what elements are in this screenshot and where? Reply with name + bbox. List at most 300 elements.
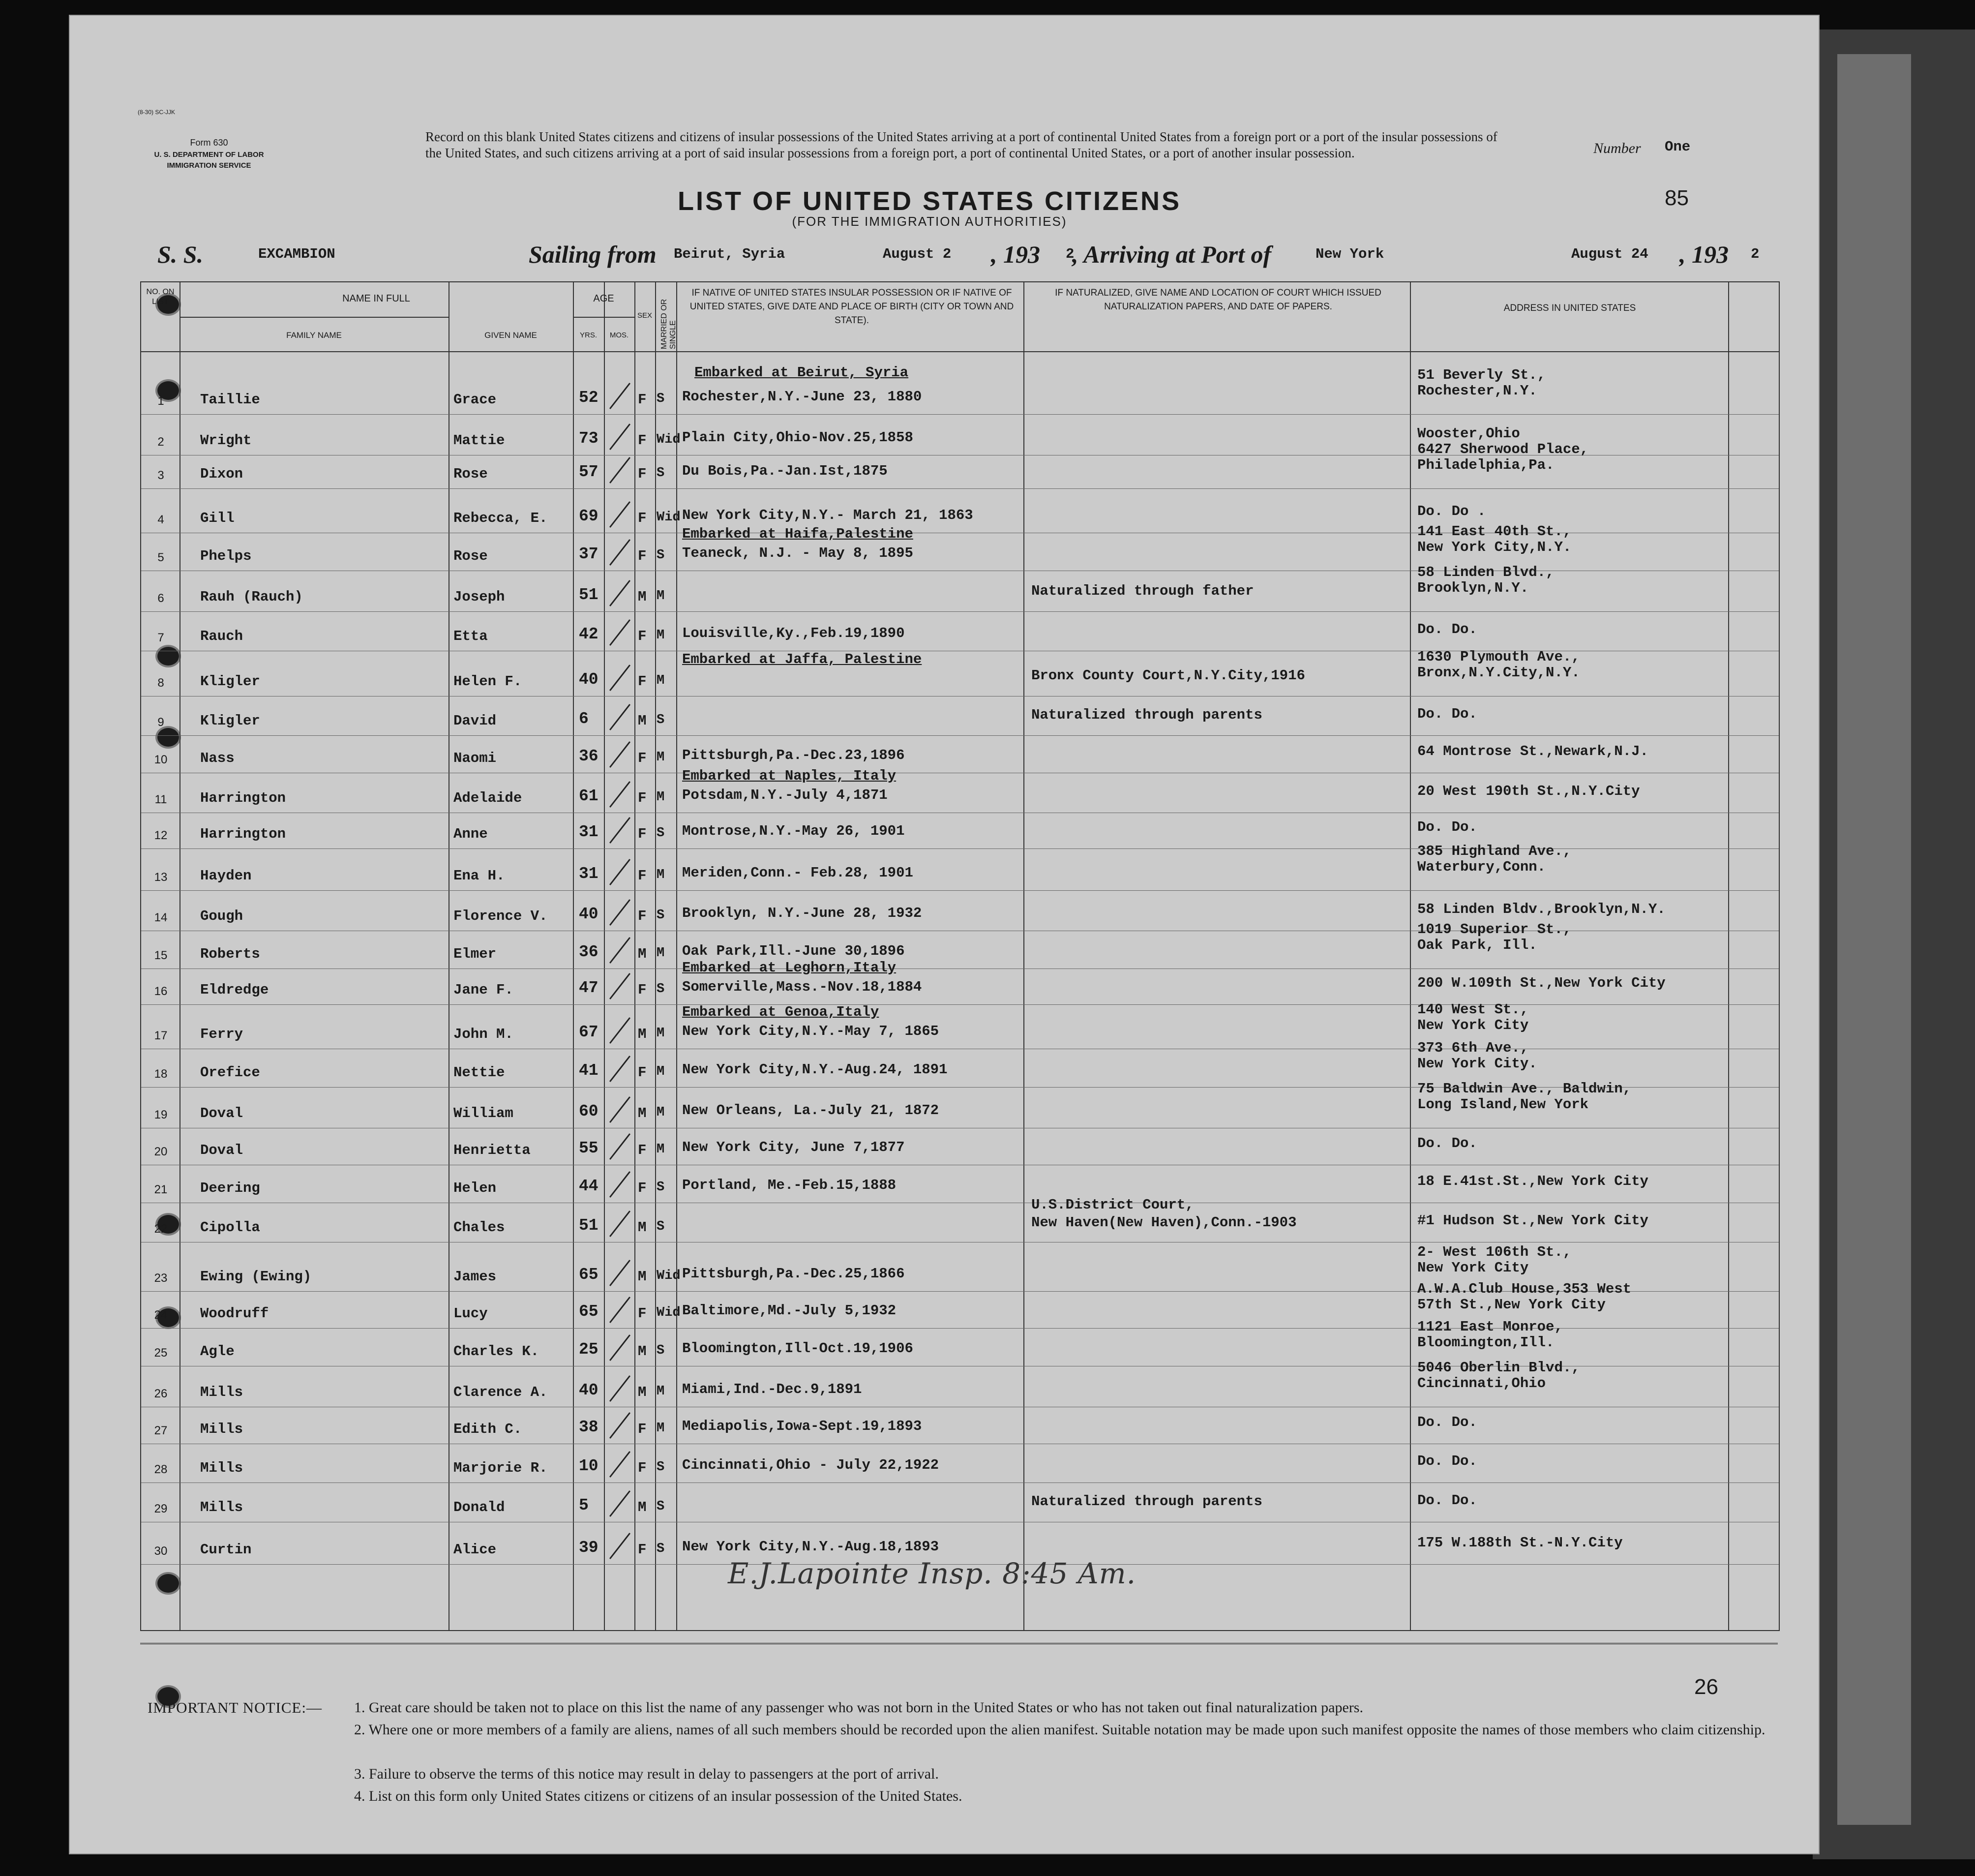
manifest-table <box>140 281 1780 1631</box>
page-stack-edge-inner <box>1837 54 1911 1825</box>
row-number: 1 <box>157 394 164 408</box>
naturalization-info: Naturalized through father <box>1031 583 1254 599</box>
embarkation-note: Embarked at Jaffa, Palestine <box>682 651 922 667</box>
given-name: Naomi <box>453 750 497 766</box>
given-name: Marjorie R. <box>453 1460 548 1476</box>
notice-lead: IMPORTANT NOTICE:— <box>148 1699 322 1716</box>
check-mark <box>609 781 630 808</box>
check-mark <box>609 1375 630 1402</box>
col-given-name: GIVEN NAME <box>484 331 537 340</box>
address-line1: 58 Linden Bldv.,Brooklyn,N.Y. <box>1417 901 1666 917</box>
family-name: Gough <box>200 908 243 924</box>
age-years: 60 <box>579 1102 598 1120</box>
check-mark <box>609 1533 630 1559</box>
age-years: 44 <box>579 1177 598 1195</box>
birth-date-place: Cincinnati,Ohio - July 22,1922 <box>682 1457 939 1473</box>
manifest-sheet <box>69 15 1820 1854</box>
address-line2: Long Island,New York <box>1417 1096 1589 1113</box>
row-number: 29 <box>154 1502 168 1515</box>
sex: F <box>638 1064 647 1081</box>
address-line2: Bronx,N.Y.City,N.Y. <box>1417 665 1580 681</box>
family-name: Agle <box>200 1343 235 1360</box>
sex: M <box>638 1343 647 1360</box>
row-rule <box>141 611 1779 612</box>
age-years: 40 <box>579 670 598 689</box>
birth-date-place: New York City, June 7,1877 <box>682 1139 905 1155</box>
age-years: 52 <box>579 389 598 407</box>
address-line1: 1019 Superior St., <box>1417 921 1572 938</box>
given-name: Elmer <box>453 946 497 962</box>
family-name: Mills <box>200 1421 243 1437</box>
sex: F <box>638 1542 647 1558</box>
naturalization-court-line2: New Haven(New Haven),Conn.-1903 <box>1031 1214 1297 1231</box>
birth-date-place: Pittsburgh,Pa.-Dec.23,1896 <box>682 747 905 763</box>
row-rule <box>141 735 1779 736</box>
sex: F <box>638 548 647 564</box>
marital-status: S <box>657 1180 665 1195</box>
check-mark <box>609 741 630 768</box>
row-number: 18 <box>154 1067 168 1081</box>
embarkation-note: Embarked at Leghorn,Italy <box>682 960 897 976</box>
check-mark <box>609 973 630 999</box>
form-number: Form 630 <box>190 138 228 148</box>
row-number: 16 <box>154 985 168 998</box>
col-address: ADDRESS IN UNITED STATES <box>1503 303 1636 313</box>
sex: F <box>638 908 647 924</box>
form-code: (8-30) SC-JJK <box>138 109 176 116</box>
embarkation-note: Embarked at Naples, Italy <box>682 768 897 784</box>
family-name: Ferry <box>200 1026 243 1042</box>
family-name: Kligler <box>200 673 260 690</box>
family-name: Rauch <box>200 628 243 644</box>
sex: M <box>638 946 647 962</box>
given-name: Helen F. <box>453 673 522 690</box>
marital-status: M <box>657 589 665 604</box>
family-name: Wright <box>200 432 252 449</box>
birth-date-place: New Orleans, La.-July 21, 1872 <box>682 1102 939 1119</box>
age-years: 67 <box>579 1023 598 1041</box>
address-line2: Philadelphia,Pa. <box>1417 457 1555 473</box>
birth-date-place: Potsdam,N.Y.-July 4,1871 <box>682 787 888 803</box>
family-name: Mills <box>200 1384 243 1400</box>
stamp-number: 26 <box>1694 1675 1718 1699</box>
birth-date-place: Bloomington,Ill-Oct.19,1906 <box>682 1340 913 1357</box>
row-number: 13 <box>154 871 168 884</box>
address-line2: New York City <box>1417 1260 1529 1276</box>
age-years: 36 <box>579 943 598 961</box>
sex: F <box>638 1421 647 1437</box>
birth-date-place: Louisville,Ky.,Feb.19,1890 <box>682 625 905 641</box>
address-line1: Do. Do. <box>1417 1492 1477 1509</box>
check-mark <box>609 383 630 409</box>
marital-status: S <box>657 908 665 923</box>
given-name: Ena H. <box>453 868 505 884</box>
age-years: 57 <box>579 463 598 481</box>
birth-date-place: Oak Park,Ill.-June 30,1896 <box>682 943 905 959</box>
birth-date-place: Meriden,Conn.- Feb.28, 1901 <box>682 865 913 881</box>
given-name: Joseph <box>453 589 505 605</box>
address-line2: Waterbury,Conn. <box>1417 859 1546 875</box>
check-mark <box>609 665 630 691</box>
age-years: 37 <box>579 545 598 563</box>
age-years: 31 <box>579 823 598 841</box>
address-line2: Bloomington,Ill. <box>1417 1334 1555 1351</box>
birth-date-place: New York City,N.Y.-Aug.24, 1891 <box>682 1061 948 1078</box>
embarkation-note: Embarked at Beirut, Syria <box>694 364 909 381</box>
row-number: 5 <box>157 551 164 564</box>
row-number: 17 <box>154 1029 168 1042</box>
check-mark <box>609 1096 630 1123</box>
arrival-date: August 24 <box>1571 246 1648 262</box>
row-rule <box>141 968 1779 969</box>
family-name: Woodruff <box>200 1305 269 1322</box>
given-name: Mattie <box>453 432 505 449</box>
given-name: Etta <box>453 628 488 644</box>
row-rule <box>141 414 1779 415</box>
family-name: Gill <box>200 510 235 526</box>
address-line1: Wooster,Ohio <box>1417 425 1520 442</box>
family-name: Deering <box>200 1180 260 1196</box>
sex: M <box>638 1384 647 1400</box>
birth-date-place: Teaneck, N.J. - May 8, 1895 <box>682 545 913 561</box>
marital-status: M <box>657 1064 665 1079</box>
marital-status: M <box>657 1384 665 1399</box>
sex: F <box>638 628 647 644</box>
given-name: Adelaide <box>453 790 522 806</box>
family-name: Orefice <box>200 1064 260 1081</box>
sex: M <box>638 1499 647 1515</box>
age-years: 31 <box>579 865 598 883</box>
year-prefix-1: , 193 <box>991 241 1040 268</box>
check-mark <box>609 1133 630 1160</box>
given-name: Rebecca, E. <box>453 510 548 526</box>
address-line1: 1121 East Monroe, <box>1417 1319 1563 1335</box>
year-digit-2: 2 <box>1751 246 1760 262</box>
birth-date-place: New York City,N.Y.-May 7, 1865 <box>682 1023 939 1039</box>
sex: F <box>638 750 647 766</box>
given-name: Lucy <box>453 1305 488 1322</box>
check-mark <box>609 1334 630 1361</box>
embarkation-note: Embarked at Haifa,Palestine <box>682 526 913 542</box>
col-mos: MOS. <box>609 331 629 339</box>
check-mark <box>609 1056 630 1082</box>
marital-status: M <box>657 868 665 882</box>
address-line1: 20 West 190th St.,N.Y.City <box>1417 783 1640 799</box>
address-line1: 385 Highland Ave., <box>1417 843 1572 859</box>
row-number: 3 <box>157 469 164 482</box>
row-number: 23 <box>154 1271 168 1285</box>
marital-status: M <box>657 1026 665 1041</box>
address-line2: Brooklyn,N.Y. <box>1417 580 1529 596</box>
age-years: 25 <box>579 1340 598 1359</box>
marital-status: M <box>657 750 665 765</box>
row-number: 4 <box>157 513 164 526</box>
address-line2: New York City,N.Y. <box>1417 539 1572 555</box>
address-line2: Cincinnati,Ohio <box>1417 1375 1546 1392</box>
family-name: Ewing (Ewing) <box>200 1269 312 1285</box>
given-name: Florence V. <box>453 908 548 924</box>
col-name-in-full: NAME IN FULL <box>342 293 410 304</box>
given-name: Chales <box>453 1219 505 1236</box>
address-line1: Do. Do. <box>1417 1414 1477 1430</box>
family-name: Cipolla <box>200 1219 260 1236</box>
sex: F <box>638 1142 647 1158</box>
age-years: 65 <box>579 1302 598 1321</box>
notice-item: 2. Where one or more members of a family are aliens, names of all such members should be recorded upon the alien manifest. Suitable notation may be made upon such manifest opposite the names of those members who claim citizenship. <box>354 1722 1766 1738</box>
departure-date: August 2 <box>883 246 952 262</box>
address-line1: Do. Do. <box>1417 819 1477 835</box>
marital-status: S <box>657 826 665 841</box>
col-birth: IF NATIVE OF UNITED STATES INSULAR POSSESSION OR IF NATIVE OF UNITED STATES, GIVE DATE AND PLACE OF BIRTH (CITY OR TOWN AND STATE). <box>689 288 1014 326</box>
given-name: Nettie <box>453 1064 505 1081</box>
page-number: 85 <box>1665 186 1689 210</box>
row-rule <box>141 1004 1779 1005</box>
col-family-name: FAMILY NAME <box>286 331 342 340</box>
check-mark <box>609 1171 630 1198</box>
address-line1: 51 Beverly St., <box>1417 367 1546 383</box>
sex: F <box>638 982 647 998</box>
marital-status: S <box>657 1542 665 1556</box>
birth-date-place: Somerville,Mass.-Nov.18,1884 <box>682 979 922 995</box>
service-label: IMMIGRATION SERVICE <box>167 161 251 170</box>
marital-status: M <box>657 946 665 961</box>
sex: M <box>638 713 647 729</box>
age-years: 65 <box>579 1266 598 1284</box>
page-title: LIST OF UNITED STATES CITIZENS <box>678 186 1181 216</box>
marital-status: S <box>657 1343 665 1358</box>
check-mark <box>609 1260 630 1286</box>
check-mark <box>609 1017 630 1044</box>
row-number: 27 <box>154 1424 168 1437</box>
family-name: Roberts <box>200 946 260 962</box>
family-name: Harrington <box>200 790 286 806</box>
sex: F <box>638 1305 647 1322</box>
col-naturalized: IF NATURALIZED, GIVE NAME AND LOCATION OF COURT WHICH ISSUED NATURALIZATION PAPERS, AND DATE OF PAPERS. <box>1055 288 1381 312</box>
age-years: 40 <box>579 1381 598 1399</box>
check-mark <box>609 457 630 484</box>
address-line1: 18 E.41st.St.,New York City <box>1417 1173 1648 1189</box>
birth-date-place: Portland, Me.-Feb.15,1888 <box>682 1177 897 1193</box>
inspector-signature: E.J.Lapointe Insp. 8:45 Am. <box>728 1557 1137 1590</box>
marital-status: M <box>657 1421 665 1436</box>
family-name: Mills <box>200 1460 243 1476</box>
family-name: Phelps <box>200 548 252 564</box>
notice-item: 3. Failure to observe the terms of this notice may result in delay to passengers at the port of arrival. <box>354 1766 939 1782</box>
sex: F <box>638 466 647 482</box>
check-mark <box>609 1297 630 1323</box>
check-mark <box>609 1412 630 1439</box>
marital-status: S <box>657 548 665 563</box>
marital-status: S <box>657 1499 665 1514</box>
birth-date-place: Du Bois,Pa.-Jan.Ist,1875 <box>682 463 888 479</box>
row-number: 10 <box>154 753 168 766</box>
row-number: 15 <box>154 949 168 962</box>
address-line1: Do. Do. <box>1417 706 1477 722</box>
age-years: 69 <box>579 507 598 525</box>
number-label: Number <box>1593 140 1641 156</box>
given-name: Rose <box>453 466 488 482</box>
naturalization-court: U.S.District Court, <box>1031 1197 1194 1213</box>
given-name: Charles K. <box>453 1343 539 1360</box>
sex: F <box>638 432 647 449</box>
departure-port: Beirut, Syria <box>674 246 785 262</box>
row-number: 9 <box>157 716 164 729</box>
sex: F <box>638 673 647 690</box>
row-number: 21 <box>154 1183 168 1196</box>
marital-status: M <box>657 1105 665 1120</box>
row-number: 11 <box>154 793 167 806</box>
age-years: 61 <box>579 787 598 805</box>
check-mark <box>609 899 630 926</box>
row-number: 12 <box>154 829 168 842</box>
family-name: Mills <box>200 1499 243 1515</box>
address-line1: 141 East 40th St., <box>1417 523 1572 540</box>
col-age: AGE <box>593 293 614 304</box>
given-name: Helen <box>453 1180 497 1196</box>
given-name: Donald <box>453 1499 505 1515</box>
sailing-label: Sailing from <box>529 241 657 268</box>
birth-date-place: Montrose,N.Y.-May 26, 1901 <box>682 823 905 839</box>
row-number: 30 <box>154 1544 168 1558</box>
marital-status: S <box>657 392 665 406</box>
row-number: 25 <box>154 1346 168 1360</box>
arriving-label: , Arriving at Port of <box>1072 241 1272 268</box>
address-line1: A.W.A.Club House,353 West <box>1417 1281 1632 1297</box>
embarkation-note: Embarked at Genoa,Italy <box>682 1004 879 1020</box>
col-married-single: MARRIED OR SINGLE <box>660 299 677 349</box>
address-line1: 1630 Plymouth Ave., <box>1417 649 1580 665</box>
family-name: Rauh (Rauch) <box>200 589 303 605</box>
address-line1: Do. Do. <box>1417 1135 1477 1151</box>
row-number: 28 <box>154 1463 168 1476</box>
address-line1: 140 West St., <box>1417 1001 1529 1018</box>
sex: F <box>638 392 647 408</box>
address-line2: New York City <box>1417 1017 1529 1033</box>
check-mark <box>609 539 630 566</box>
check-mark <box>609 1490 630 1517</box>
birth-date-place: Baltimore,Md.-July 5,1932 <box>682 1302 897 1319</box>
age-years: 42 <box>579 625 598 643</box>
age-years: 38 <box>579 1418 598 1436</box>
given-name: Rose <box>453 548 488 564</box>
ship-name: EXCAMBION <box>258 246 335 262</box>
row-number: 22 <box>154 1222 168 1236</box>
sex: M <box>638 589 647 605</box>
row-number: 20 <box>154 1145 168 1158</box>
address-line1: #1 Hudson St.,New York City <box>1417 1212 1648 1229</box>
family-name: Dixon <box>200 466 243 482</box>
given-name: Grace <box>453 392 497 408</box>
check-mark <box>609 704 630 730</box>
age-years: 36 <box>579 747 598 765</box>
given-name: Edith C. <box>453 1421 522 1437</box>
address-line1: 64 Montrose St.,Newark,N.J. <box>1417 743 1648 759</box>
address-line1: 6427 Sherwood Place, <box>1417 441 1589 457</box>
check-mark <box>609 501 630 528</box>
notice-item: 4. List on this form only United States citizens or citizens of an insular possession of the United States. <box>354 1788 962 1804</box>
address-line1: 75 Baldwin Ave., Baldwin, <box>1417 1081 1632 1097</box>
sex: M <box>638 1219 647 1236</box>
header-instructions: Record on this blank United States citizens and citizens of insular possessions of the United States arriving at a port of continental United States from a foreign port or a port of the insular possessions of the United States, and such citizens arriving at a port of said insular possessions from a foreign port, a port of continental United States, or a port of another insular possession. <box>425 129 1497 160</box>
birth-date-place: New York City,N.Y.- March 21, 1863 <box>682 507 973 523</box>
check-mark <box>609 817 630 844</box>
marital-status: S <box>657 1219 665 1234</box>
family-name: Kligler <box>200 713 260 729</box>
family-name: Doval <box>200 1105 243 1121</box>
check-mark <box>609 1451 630 1478</box>
marital-status: Wid <box>657 432 681 447</box>
given-name: John M. <box>453 1026 513 1042</box>
given-name: James <box>453 1269 497 1285</box>
given-name: Clarence A. <box>453 1384 548 1400</box>
marital-status: S <box>657 466 665 481</box>
age-years: 47 <box>579 979 598 997</box>
voyage-line <box>157 240 1780 274</box>
year-prefix-2: , 193 <box>1679 241 1729 268</box>
age-years: 6 <box>579 710 589 728</box>
age-years: 55 <box>579 1139 598 1157</box>
age-years: 39 <box>579 1539 598 1557</box>
check-mark <box>609 619 630 646</box>
marital-status: Wid <box>657 1305 681 1320</box>
address-line2: Oak Park, Ill. <box>1417 937 1537 953</box>
row-number: 26 <box>154 1387 168 1400</box>
sex: M <box>638 1269 647 1285</box>
family-name: Nass <box>200 750 235 766</box>
birth-date-place: Pittsburgh,Pa.-Dec.25,1866 <box>682 1266 905 1282</box>
address-line1: 373 6th Ave., <box>1417 1040 1529 1056</box>
sex: F <box>638 1180 647 1196</box>
address-line1: 2- West 106th St., <box>1417 1244 1572 1260</box>
family-name: Curtin <box>200 1542 252 1558</box>
given-name: Alice <box>453 1542 497 1558</box>
check-mark <box>609 580 630 606</box>
address-line2: New York City. <box>1417 1056 1537 1072</box>
given-name: Anne <box>453 826 488 842</box>
notice-item: 1. Great care should be taken not to place on this list the name of any passenger who was not born in the United States or who has not taken out final naturalization papers. <box>354 1699 1363 1716</box>
birth-date-place: New York City,N.Y.-Aug.18,1893 <box>682 1539 939 1555</box>
given-name: David <box>453 713 497 729</box>
arrival-port: New York <box>1316 246 1384 262</box>
row-rule <box>141 488 1779 489</box>
family-name: Doval <box>200 1142 243 1158</box>
col-sex: SEX <box>637 311 652 320</box>
naturalization-info: Naturalized through parents <box>1031 1493 1262 1510</box>
marital-status: S <box>657 982 665 997</box>
marital-status: Wid <box>657 1269 681 1283</box>
marital-status: M <box>657 628 665 643</box>
year-digit-1: 2 <box>1066 246 1075 262</box>
row-number: 14 <box>154 911 168 924</box>
birth-date-place: Plain City,Ohio-Nov.25,1858 <box>682 429 913 446</box>
marital-status: M <box>657 790 665 805</box>
check-mark <box>609 1210 630 1237</box>
age-years: 40 <box>579 905 598 923</box>
address-line1: 200 W.109th St.,New York City <box>1417 975 1666 991</box>
family-name: Eldredge <box>200 982 269 998</box>
given-name: Henrietta <box>453 1142 531 1158</box>
address-line1: Do. Do. <box>1417 1453 1477 1469</box>
row-number: 7 <box>157 631 164 644</box>
age-years: 5 <box>579 1496 589 1514</box>
birth-date-place: Miami,Ind.-Dec.9,1891 <box>682 1381 862 1397</box>
check-mark <box>609 937 630 964</box>
sex: M <box>638 1026 647 1042</box>
marital-status: M <box>657 1142 665 1157</box>
sex: F <box>638 868 647 884</box>
sex: F <box>638 826 647 842</box>
age-years: 41 <box>579 1061 598 1080</box>
